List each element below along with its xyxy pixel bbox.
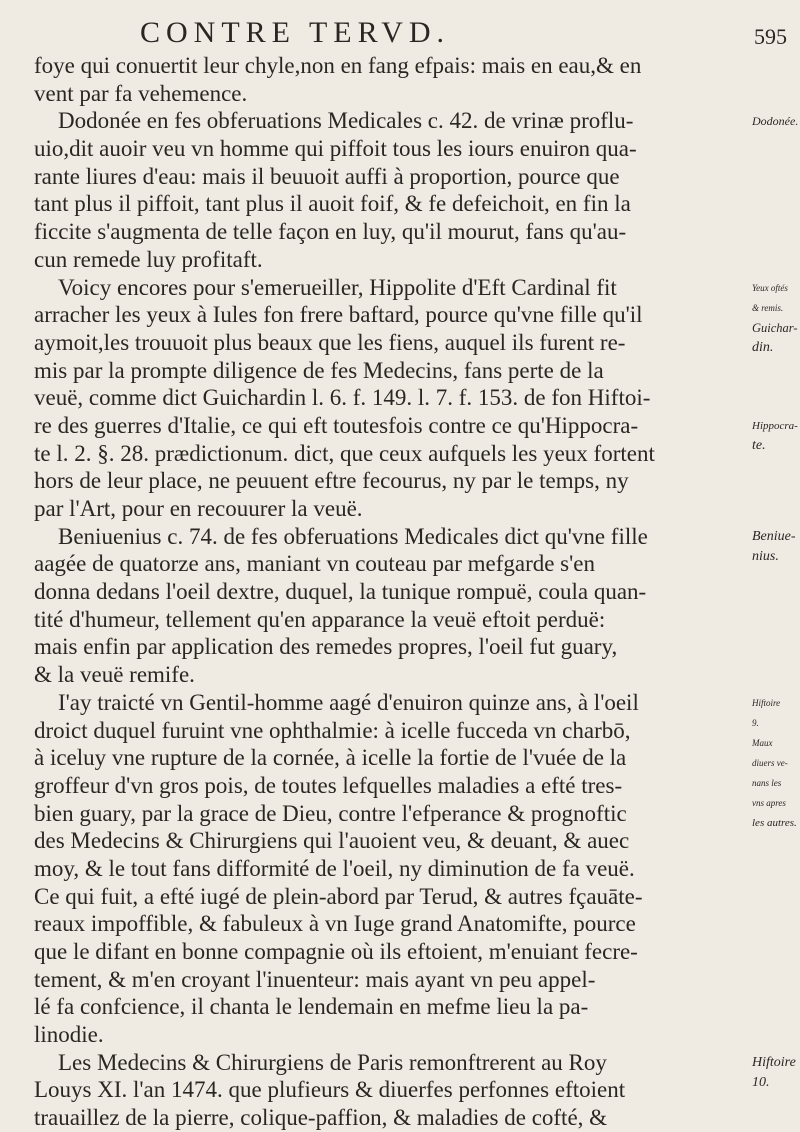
margin-note-line: Hiftoire	[752, 698, 781, 709]
text-line: rante liures d'eau: mais il beuuoit auffi à proportion, pource que	[34, 163, 620, 189]
margin-note-line: vns apres	[752, 798, 786, 809]
text-line: vent par fa vehemence.	[34, 80, 248, 106]
text-line: à iceluy vne rupture de la cornée, à icelle la fortie de l'vuée de la	[34, 745, 627, 771]
margin-note	[752, 527, 796, 567]
text-line: Ce qui fuit, a efté iugé de plein-abord par Terud, & autres fçauāte-	[34, 883, 643, 909]
margin-note-line: Beniue-	[752, 528, 796, 544]
text-line: hors de leur place, ne peuuent eftre fecourus, ny par le temps, ny	[34, 468, 629, 494]
text-line: mis par la prompte diligence de fes Medecins, fans perte de la	[34, 357, 604, 383]
text-line: trauaillez de la pierre, colique-paffion, & maladies de cofté, &	[34, 1105, 608, 1131]
text-line: donna dedans l'oeil dextre, duquel, la tunique rompuë, coula quan-	[34, 579, 647, 605]
text-line: bien guary, par la grace de Dieu, contre l'efperance & prognoftic	[34, 800, 627, 826]
margin-note-line: Hippocra-	[752, 420, 798, 433]
margin-note-line: Dodonée.	[752, 114, 799, 129]
text-line: Voicy encores pour s'emerueiller, Hippolite d'Eft Cardinal fit	[58, 274, 617, 300]
text-line: cun remede luy profitaft.	[34, 246, 263, 272]
text-line: foye qui conuertit leur chyle,non en fang efpais: mais en eau,& en	[34, 53, 642, 78]
text-line: Beniuenius c. 74. de fes obferuations Medicales dict qu'vne fille	[58, 523, 648, 549]
text-line: groffeur d'vn gros pois, de toutes lefquelles maladies a efté tres-	[34, 772, 623, 798]
text-line: veuë, comme dict Guichardin l. 6. f. 149. l. 7. f. 153. de fon Hiftoi-	[34, 385, 651, 411]
page-number: 595	[754, 24, 787, 49]
text-line: Dodonée en fes obferuations Medicales c. 42. de vrinæ proflu-	[58, 108, 634, 134]
margin-note-line: 10.	[752, 1075, 770, 1091]
text-line: I'ay traicté vn Gentil-homme aagé d'enuiron quinze ans, à l'oeil	[58, 689, 639, 715]
margin-note-line: Yeux oftés	[752, 282, 788, 293]
margin-note-line: Guichar-	[752, 320, 798, 335]
margin-note-line: nans les	[752, 778, 782, 789]
page-header	[0, 10, 800, 50]
text-line: par l'Art, pour en recouurer la veuë.	[34, 496, 363, 521]
margin-note-line: nius.	[752, 548, 779, 564]
text-line: te l. 2. §. 28. prædictionum. dict, que ceux aufquels les yeux fortent	[34, 440, 655, 466]
text-line: reaux impoffible, & fabuleux à vn Iuge grand Anatomifte, pource	[34, 911, 636, 937]
text-line: arracher les yeux à Iules fon frere baftard, pource qu'vne fille qu'il	[34, 302, 643, 328]
text-line: mais enfin par application des remedes propres, l'oeil fut guary,	[34, 634, 618, 660]
text-line: Louys XI. l'an 1474. que plufieurs & diuerfes perfonnes eftoient	[34, 1077, 626, 1103]
running-title: CONTRE TERVD.	[140, 16, 451, 49]
text-line: moy, & le tout fans difformité de l'oeil, ny diminution de fa veuë.	[34, 855, 635, 881]
text-line: lé fa confcience, il chanta le lendemain en mefme lieu la pa-	[34, 994, 589, 1020]
text-line: uio,dit auoir veu vn homme qui piffoit tous les iours enuiron qua-	[34, 136, 637, 162]
text-line: re des guerres d'Italie, ce qui eft toutesfois contre ce qu'Hippocra-	[34, 412, 639, 438]
margin-note-line: & remis.	[752, 302, 784, 313]
text-line: tant plus il piffoit, tant plus il auoit foif, & fe defeichoit, en fin la	[34, 191, 631, 217]
text-line: Les Medecins & Chirurgiens de Paris remonftrerent au Roy	[58, 1049, 607, 1075]
margin-note	[752, 416, 798, 456]
margin-note-line: 9.	[752, 718, 759, 729]
text-line: & la veuë remife.	[34, 662, 195, 688]
text-line: ficcite s'augmenta de telle façon en luy, qu'il mourut, fans qu'au-	[34, 219, 627, 245]
margin-note	[752, 111, 798, 131]
margin-note-line: les autres.	[752, 817, 797, 830]
margin-note-line: te.	[752, 438, 766, 454]
text-line: aymoit,les trouuoit plus beaux que les fiens, auquel ils furent re-	[34, 329, 626, 355]
text-line: linodie.	[34, 1022, 104, 1048]
text-line: tité d'humeur, tellement qu'en apparance la veuë eftoit perduë:	[34, 606, 606, 632]
margin-note-line: diuers ve-	[752, 758, 788, 769]
margin-note	[752, 693, 797, 833]
text-line: des Medecins & Chirurgiens qui l'auoient veu, & deuant, & auec	[34, 828, 630, 854]
body-text	[34, 52, 744, 1132]
text-line: aagée de quatorze ans, maniant vn couteau par mefgarde s'en	[34, 551, 595, 577]
margin-note	[752, 278, 798, 358]
margin-note-line: din.	[752, 339, 774, 355]
text-line: tement, & m'en croyant l'inuenteur: mais ayant vn peu appel-	[34, 966, 596, 992]
text-line: que le difant en bonne compagnie où ils eftoient, m'enuiant fecre-	[34, 939, 638, 964]
text-line: droict duquel furuint vne ophthalmie: à icelle fucceda vn charbō,	[34, 717, 631, 743]
margin-note	[752, 1053, 796, 1093]
margin-note-line: Hiftoire	[752, 1055, 796, 1071]
margin-note-line: Maux	[752, 738, 773, 749]
